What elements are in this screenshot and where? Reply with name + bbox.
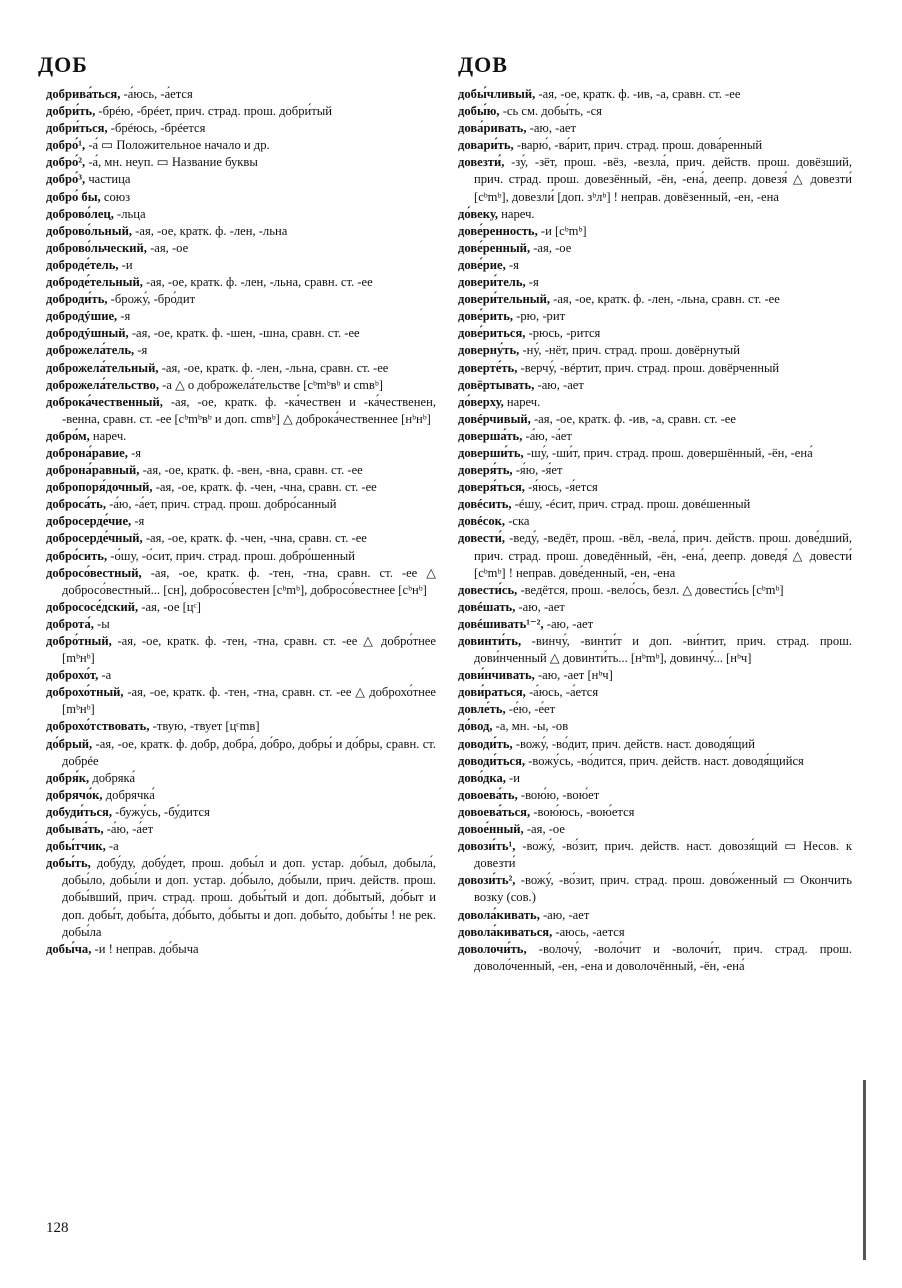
entry-grammar: -ая, -ое, кратк. ф. -ив, -а, сравн. ст. -ее bbox=[535, 87, 741, 101]
dictionary-entry bbox=[458, 821, 852, 838]
entry-headword: доверши́ть, bbox=[458, 445, 524, 460]
entry-grammar: -я́юсь, -я́ется bbox=[524, 480, 598, 495]
entry-grammar: -ая, -ое bbox=[146, 240, 189, 255]
dictionary-entry bbox=[458, 907, 852, 924]
entry-grammar: -аю, -ает [нᵇч] bbox=[534, 668, 613, 683]
entry-grammar: -а́ю, -а́ет bbox=[522, 428, 572, 443]
entry-headword: дови́нчивать, bbox=[458, 668, 535, 683]
entry-headword: доброди́ть, bbox=[46, 292, 108, 307]
entry-grammar: -я́ю, -я́ет bbox=[512, 463, 563, 478]
dictionary-entry bbox=[46, 633, 436, 667]
dictionary-entry bbox=[458, 223, 852, 240]
entry-headword: доброса́ть, bbox=[46, 497, 106, 512]
entry-headword: довести́, bbox=[458, 531, 506, 546]
entry-headword: доброво́льный, bbox=[46, 223, 133, 238]
dictionary-entry bbox=[46, 394, 436, 428]
dictionary-entry bbox=[46, 718, 436, 735]
entry-grammar: -éшу, -éсит, прич. страд. прош. довéшенный bbox=[511, 497, 751, 512]
dictionary-entry bbox=[458, 701, 852, 718]
entry-headword: добы́ю, bbox=[458, 104, 500, 119]
entry-headword: довéсок, bbox=[458, 514, 506, 529]
dictionary-entry bbox=[46, 342, 436, 359]
dictionary-entry bbox=[46, 86, 436, 103]
dictionary-entry bbox=[46, 787, 436, 804]
dictionary-entry bbox=[458, 513, 852, 530]
dictionary-entry bbox=[46, 462, 436, 479]
dictionary-entry bbox=[458, 787, 852, 804]
dictionary-entry bbox=[458, 377, 852, 394]
entry-grammar: -а́ю, -а́ет bbox=[103, 822, 154, 837]
left-column bbox=[46, 86, 436, 958]
entry-headword: довести́сь, bbox=[458, 582, 518, 597]
entry-headword: добуди́ться, bbox=[46, 804, 113, 819]
dictionary-entry bbox=[458, 206, 852, 223]
dictionary-entry bbox=[46, 599, 436, 616]
entry-grammar: -аю, -ает bbox=[539, 907, 590, 922]
entry-headword: доброво́льческий, bbox=[46, 240, 147, 255]
dictionary-entry bbox=[458, 718, 852, 735]
entry-headword: добродýшие, bbox=[46, 309, 118, 324]
dictionary-entry bbox=[458, 462, 852, 479]
entry-headword: доброна́равие, bbox=[46, 445, 128, 460]
dictionary-entry bbox=[458, 445, 852, 462]
entry-headword: довери́тель, bbox=[458, 275, 526, 290]
entry-grammar: -варю́, -ва́рит, прич. страд. прош. дова́ренный bbox=[513, 138, 763, 153]
entry-grammar: союз bbox=[100, 189, 131, 204]
entry-headword: добы́чливый, bbox=[458, 87, 536, 101]
entry-headword: доброжела́тель, bbox=[46, 343, 135, 358]
entry-headword: добропоря́дочный, bbox=[46, 480, 153, 495]
entry-grammar: -ая, -ое, кратк. ф. -ка́чествен и -ка́чественен, -венна, сравн. ст. -ее [cᵇmᵇвᵇ и доп. cmвᵇ] △ доброка́чественнее [нᵇнᵇ] bbox=[62, 394, 436, 426]
entry-grammar: -льца bbox=[113, 206, 146, 221]
entry-headword: доверя́ться, bbox=[458, 480, 525, 495]
entry-headword: довози́ть², bbox=[458, 873, 516, 888]
entry-headword: до́верху, bbox=[458, 394, 504, 409]
scan-edge-mark bbox=[863, 1080, 866, 1260]
dictionary-entry bbox=[458, 394, 852, 411]
entry-grammar: -а bbox=[98, 668, 112, 683]
dictionary-entry bbox=[46, 103, 436, 120]
dictionary-entry bbox=[46, 838, 436, 855]
entry-headword: дове́ренность, bbox=[458, 223, 538, 238]
dictionary-entry bbox=[458, 103, 852, 120]
entry-grammar: -ая, -ое, кратк. ф. -лен, -льна, сравн. ст. -ее bbox=[158, 360, 389, 375]
dictionary-entry bbox=[458, 411, 852, 428]
entry-grammar: нареч. bbox=[89, 428, 127, 443]
entry-headword: добросо́вестный, bbox=[46, 565, 142, 580]
dictionary-entry bbox=[458, 257, 852, 274]
entry-grammar: добрячка́ bbox=[102, 787, 155, 802]
entry-grammar: -ая, -ое [цᶜ] bbox=[138, 599, 201, 614]
entry-headword: довéшивать¹⁻², bbox=[458, 616, 544, 631]
dictionary-entry bbox=[46, 154, 436, 171]
entry-headword: добрососе́дский, bbox=[46, 599, 139, 614]
entry-headword: добродýшный, bbox=[46, 326, 129, 341]
dictionary-entry bbox=[46, 530, 436, 547]
dictionary-entry bbox=[46, 325, 436, 342]
entry-headword: довинти́ть, bbox=[458, 634, 522, 648]
entry-headword: добы́ча, bbox=[46, 941, 92, 956]
dictionary-entry bbox=[458, 360, 852, 377]
entry-grammar: -ая, -ое, кратк. ф. -лен, -льна, сравн. ст. -ее bbox=[550, 292, 780, 307]
entry-grammar: -ведётся, прош. -вело́сь, безл. △ довести́сь [cᵇmᵇ] bbox=[517, 582, 784, 597]
entry-headword: доводи́ть, bbox=[458, 736, 513, 751]
dictionary-entry bbox=[46, 360, 436, 377]
dictionary-entry bbox=[458, 86, 852, 103]
entry-grammar: -аюсь, -ается bbox=[552, 924, 625, 939]
dictionary-entry bbox=[46, 257, 436, 274]
entry-headword: доброжела́тельный, bbox=[46, 360, 159, 375]
entry-grammar: -вожу́, -во́дит, прич. действ. наст. доводя́щий bbox=[512, 736, 755, 751]
entry-headword: доверну́ть, bbox=[458, 343, 520, 358]
dictionary-entry bbox=[458, 342, 852, 359]
dictionary-entry bbox=[458, 667, 852, 684]
entry-grammar: добу́ду, добу́дет, прош. добы́л и доп. устар. до́был, добыла́, добы́ло, добы́ли и доп. устар. до́было, до́были, прич. действ. прош. добы́вший, прич. страд. прош. добы́тый и доп. до́бытый, до́быт и доп. добы́т, добы́та, до́быто, до́быты и доп. добы́то, добы́ты ! не рек. добы́ла bbox=[62, 856, 436, 939]
entry-grammar: -ая, -ое bbox=[530, 240, 572, 255]
entry-headword: дове́риться, bbox=[458, 326, 526, 341]
entry-headword: довери́тельный, bbox=[458, 292, 550, 307]
entry-headword: добро́тный, bbox=[46, 634, 112, 648]
entry-grammar: -а △ о доброжела́тельстве [cᵇmᵇвᵇ и cmвᵇ] bbox=[158, 377, 383, 392]
entry-grammar: частица bbox=[85, 172, 131, 187]
dictionary-entry bbox=[46, 496, 436, 513]
entry-headword: до́веку, bbox=[458, 206, 499, 221]
dictionary-entry bbox=[46, 274, 436, 291]
entry-headword: добросерде́чие, bbox=[46, 514, 132, 529]
entry-grammar: -о́шу, -о́сит, прич. страд. прош. добро́шенный bbox=[107, 548, 356, 563]
dictionary-entry bbox=[458, 872, 852, 906]
dictionary-entry bbox=[458, 582, 852, 599]
entry-grammar: -и [cᵇmᵇ] bbox=[537, 223, 587, 238]
dictionary-entry bbox=[458, 736, 852, 753]
entry-grammar: -вою́юсь, -вою́ется bbox=[530, 804, 635, 819]
entry-headword: довезти́, bbox=[458, 155, 505, 170]
entry-grammar: -бужу́сь, -бу́дится bbox=[112, 804, 210, 819]
entry-grammar: -а bbox=[105, 839, 119, 854]
entry-headword: добря́к, bbox=[46, 770, 90, 785]
entry-grammar: -верчу́, -вéртит, прич. страд. прош. довёрченный bbox=[517, 360, 780, 375]
dictionary-entry bbox=[458, 479, 852, 496]
entry-headword: довоева́ть, bbox=[458, 787, 518, 802]
entry-headword: довéшать, bbox=[458, 599, 516, 614]
dictionary-entry bbox=[458, 530, 852, 581]
dictionary-entry bbox=[458, 496, 852, 513]
entry-headword: довёртывать, bbox=[458, 377, 535, 392]
entry-grammar: -ая, -ое, кратк. ф. -чен, -чна, сравн. ст. -ее bbox=[142, 531, 367, 546]
entry-headword: добро́ бы, bbox=[46, 189, 101, 204]
entry-grammar: -рюсь, -рится bbox=[525, 326, 601, 341]
dictionary-entry bbox=[46, 770, 436, 787]
entry-grammar: -аю, -ает bbox=[526, 121, 576, 136]
dictionary-entry bbox=[46, 428, 436, 445]
entry-grammar: -и bbox=[505, 770, 520, 785]
entry-grammar: -ая, -ое, кратк. ф. -тен, -тна, сравн. ст. -ее △ добросо́вестный... [сн], добросо́вестен [cᵇmᵇ], добросо́вестнее [cᵇнᵇ] bbox=[62, 565, 436, 597]
dictionary-entry bbox=[458, 240, 852, 257]
entry-headword: добри́ться, bbox=[46, 121, 108, 136]
entry-headword: доброхо́тствовать, bbox=[46, 719, 150, 734]
dictionary-entry bbox=[458, 753, 852, 770]
entry-headword: довози́ть¹, bbox=[458, 839, 516, 854]
entry-grammar: -ая, -ое, кратк. ф. -ив, -а, сравн. ст. -ее bbox=[530, 411, 736, 426]
entry-grammar: -аю, -ает bbox=[515, 599, 565, 614]
page-number: 128 bbox=[46, 1220, 69, 1236]
dictionary-entry bbox=[458, 599, 852, 616]
entry-grammar: -вожу́сь, -во́дится, прич. действ. наст. доводя́щийся bbox=[525, 753, 804, 768]
entry-grammar: -я bbox=[134, 343, 148, 358]
dictionary-entry bbox=[458, 308, 852, 325]
entry-grammar: -вожу́, -во́зит, прич. страд. прош. дово́женный ▭ Окончить возку (сов.) bbox=[474, 873, 852, 905]
dictionary-entry bbox=[46, 240, 436, 257]
entry-grammar: -веду́, -ведёт, прош. -вёл, -вела́, прич. действ. прош. дове́дший, прич. страд. прош. доведённый, -ён, -ена́, деепр. доведя́ △ довести́ [cᵇmᵇ] ! неправ. дове́денный, -ен, -ена bbox=[474, 531, 852, 580]
entry-headword: добы́тчик, bbox=[46, 839, 106, 854]
entry-headword: дове́рие, bbox=[458, 257, 506, 272]
entry-grammar: -я bbox=[131, 514, 145, 529]
entry-headword: доброхо́тный, bbox=[46, 685, 124, 700]
dictionary-entry bbox=[46, 513, 436, 530]
entry-headword: довéсить, bbox=[458, 497, 512, 512]
entry-headword: дове́ренный, bbox=[458, 240, 531, 255]
entry-grammar: -волочу́, -воло́чит и -волочи́т, прич. страд. прош. доволо́ченный, -ен, -ена и доволочённый, -ён, -ена́ bbox=[474, 941, 852, 973]
entry-grammar: -я bbox=[127, 445, 142, 460]
dictionary-entry bbox=[46, 120, 436, 137]
entry-headword: до́вод, bbox=[458, 719, 493, 734]
entry-grammar: -шу́, -ши́т, прич. страд. прош. довершённый, -ён, -ена́ bbox=[523, 445, 813, 460]
entry-grammar: -вожу́, -во́зит, прич. действ. наст. довозя́щий ▭ Несов. к довезти́ bbox=[474, 839, 852, 871]
entry-grammar: -и bbox=[118, 257, 133, 272]
entry-grammar: -аю, -ает bbox=[543, 616, 594, 631]
dictionary-entry bbox=[458, 154, 852, 205]
entry-grammar: -е́ю, -е́ет bbox=[505, 702, 556, 717]
entry-grammar: -ая, -ое, кратк. ф. -лен, -льна bbox=[132, 223, 288, 238]
entry-grammar: -твую, -твует [цᶜmв] bbox=[149, 719, 260, 734]
dictionary-entry bbox=[458, 838, 852, 872]
entry-headword: добро́сить, bbox=[46, 548, 108, 563]
entry-grammar: -ая, -ое, кратк. ф. добр, добра́, до́бро, добры́ и до́бры, сравн. ст. добрéе bbox=[62, 736, 436, 768]
dictionary-entry bbox=[46, 941, 436, 958]
entry-grammar: -и ! неправ. до́быча bbox=[91, 941, 199, 956]
entry-headword: доброжела́тельство, bbox=[46, 377, 159, 392]
dictionary-entry bbox=[46, 377, 436, 394]
entry-grammar: -аю, -ает bbox=[534, 377, 584, 392]
dictionary-entry bbox=[46, 445, 436, 462]
entry-grammar: -ая, -ое, кратк. ф. -тен, -тна, сравн. ст. -ее △ доброхо́тнее [mᵇнᵇ] bbox=[62, 685, 436, 717]
entry-headword: добыва́ть, bbox=[46, 822, 104, 837]
entry-headword: добрячо́к, bbox=[46, 787, 103, 802]
entry-headword: доброде́тель, bbox=[46, 257, 119, 272]
entry-headword: довоева́ться, bbox=[458, 804, 531, 819]
dictionary-entry bbox=[46, 821, 436, 838]
entry-grammar: -ая, -ое, кратк. ф. -шен, -шна, сравн. ст. -ее bbox=[128, 326, 360, 341]
entry-headword: доброво́лец, bbox=[46, 206, 114, 221]
entry-headword: доверя́ть, bbox=[458, 463, 513, 478]
entry-headword: довола́киваться, bbox=[458, 924, 553, 939]
dictionary-entry bbox=[458, 325, 852, 342]
entry-headword: доброка́чественный, bbox=[46, 394, 163, 409]
entry-grammar: -а́ю, -а́ет, прич. страд. прош. добро́санный bbox=[105, 497, 337, 512]
entry-headword: добро́², bbox=[46, 155, 86, 170]
dictionary-entry bbox=[458, 274, 852, 291]
dictionary-entry bbox=[458, 428, 852, 445]
dictionary-entry bbox=[46, 189, 436, 206]
entry-grammar: -ну́, -нёт, прич. страд. прош. довёрнутый bbox=[519, 343, 740, 358]
dictionary-entry bbox=[458, 633, 852, 667]
entry-grammar: -а́юсь, -а́ется bbox=[120, 87, 193, 101]
entry-grammar: -зу́, -зёт, прош. -вёз, -везла́, прич. действ. прош. довёзший, прич. страд. прош. довезённый, -ён, -ена́, деепр. довезя́ △ довезти́ [cᵇmᵇ], довезли́ [доп. зᵇлᵇ] ! неправ. довёзенный, -ен, -ена bbox=[474, 155, 852, 204]
entry-headword: доверша́ть, bbox=[458, 428, 523, 443]
entry-headword: дове́рить, bbox=[458, 309, 513, 324]
dictionary-entry bbox=[46, 736, 436, 770]
dictionary-entry bbox=[46, 855, 436, 940]
entry-grammar: -ая, -ое, кратк. ф. -тен, -тна, сравн. ст. -ее △ добро́тнее [mᵇнᵇ] bbox=[62, 634, 436, 666]
entry-grammar: -ая, -ое, кратк. ф. -вен, -вна, сравн. ст. -ее bbox=[139, 463, 363, 478]
entry-headword: добро́³, bbox=[46, 172, 86, 187]
entry-headword: доброна́равный, bbox=[46, 463, 140, 478]
entry-headword: довари́ть, bbox=[458, 138, 514, 153]
entry-grammar: нареч. bbox=[498, 206, 535, 221]
entry-grammar: -брожу́, -бро́дит bbox=[107, 292, 196, 307]
entry-grammar: -а́юсь, -а́ется bbox=[525, 685, 599, 700]
entry-grammar: -а́ ▭ Положительное начало и др. bbox=[85, 138, 270, 153]
dictionary-entry bbox=[458, 137, 852, 154]
dictionary-entry bbox=[46, 548, 436, 565]
entry-headword: довле́ть, bbox=[458, 702, 506, 717]
dictionary-entry bbox=[458, 616, 852, 633]
entry-headword: добросерде́чный, bbox=[46, 531, 143, 546]
dictionary-entry bbox=[458, 770, 852, 787]
entry-grammar: -я bbox=[117, 309, 131, 324]
entry-grammar: -рю, -рит bbox=[513, 309, 566, 324]
dictionary-entry bbox=[458, 804, 852, 821]
entry-headword: довéрчивый, bbox=[458, 411, 531, 426]
entry-headword: доверте́ть, bbox=[458, 360, 518, 375]
dictionary-entry bbox=[46, 223, 436, 240]
entry-grammar: -ы bbox=[93, 616, 110, 631]
entry-headword: доводи́ться, bbox=[458, 753, 526, 768]
entry-grammar: -я bbox=[505, 257, 519, 272]
dictionary-entry bbox=[46, 565, 436, 599]
entry-headword: довола́кивать, bbox=[458, 907, 540, 922]
entry-headword: добри́ть, bbox=[46, 104, 96, 119]
entry-grammar: добряка́ bbox=[89, 770, 136, 785]
entry-headword: дови́раться, bbox=[458, 685, 526, 700]
dictionary-entry bbox=[458, 924, 852, 941]
dictionary-entry bbox=[458, 120, 852, 137]
dictionary-entry bbox=[46, 667, 436, 684]
entry-headword: дово́дка, bbox=[458, 770, 506, 785]
running-head-right: ДОВ bbox=[458, 52, 508, 77]
entry-grammar: -а, мн. -ы, -ов bbox=[492, 719, 569, 734]
entry-grammar: -я bbox=[525, 275, 539, 290]
entry-headword: добрива́ться, bbox=[46, 87, 121, 101]
dictionary-entry bbox=[458, 941, 852, 975]
dictionary-entry bbox=[46, 291, 436, 308]
entry-grammar: нареч. bbox=[503, 394, 541, 409]
entry-grammar: -брéюсь, -брéется bbox=[107, 121, 206, 136]
entry-grammar: -ая, -ое, кратк. ф. -лен, -льна, сравн. ст. -ее bbox=[142, 275, 373, 290]
entry-headword: довое́нный, bbox=[458, 822, 524, 837]
running-head-left: ДОБ bbox=[38, 52, 88, 77]
entry-headword: доброде́тельный, bbox=[46, 275, 143, 290]
dictionary-entry bbox=[458, 291, 852, 308]
entry-headword: дова́ривать, bbox=[458, 121, 527, 136]
entry-headword: до́брый, bbox=[46, 736, 93, 751]
entry-grammar: -а́, мн. неуп. ▭ Название буквы bbox=[85, 155, 258, 170]
entry-headword: добро́м, bbox=[46, 428, 90, 443]
entry-headword: доволочи́ть, bbox=[458, 941, 527, 956]
entry-grammar: -винчу́, -винти́т и доп. -ви́нтит, прич. страд. прош. дови́нченный △ довинти́ть... [нᵇmᵇ], довинчу́... [нᵇч] bbox=[474, 634, 852, 666]
entry-grammar: -ая, -ое, кратк. ф. -чен, -чна, сравн. ст. -ее bbox=[152, 480, 377, 495]
entry-headword: добро́¹, bbox=[46, 138, 86, 153]
dictionary-entry bbox=[46, 206, 436, 223]
dictionary-entry bbox=[46, 171, 436, 188]
dictionary-entry bbox=[46, 684, 436, 718]
entry-grammar: -ая, -ое bbox=[523, 822, 565, 837]
entry-headword: добы́ть, bbox=[46, 856, 91, 871]
dictionary-entry bbox=[46, 137, 436, 154]
entry-headword: доброхо́т, bbox=[46, 668, 99, 683]
entry-grammar: -ска bbox=[505, 514, 530, 529]
entry-headword: доброта́, bbox=[46, 616, 94, 631]
dictionary-entry bbox=[458, 684, 852, 701]
entry-grammar: -сь см. добы́ть, -ся bbox=[499, 104, 602, 119]
dictionary-entry bbox=[46, 804, 436, 821]
dictionary-entry bbox=[46, 616, 436, 633]
dictionary-entry bbox=[46, 308, 436, 325]
right-column bbox=[458, 86, 852, 975]
entry-grammar: -вою́ю, -вою́ет bbox=[517, 787, 600, 802]
dictionary-entry bbox=[46, 479, 436, 496]
entry-grammar: -брéю, -брéет, прич. страд. прош. добри́тый bbox=[95, 104, 332, 119]
